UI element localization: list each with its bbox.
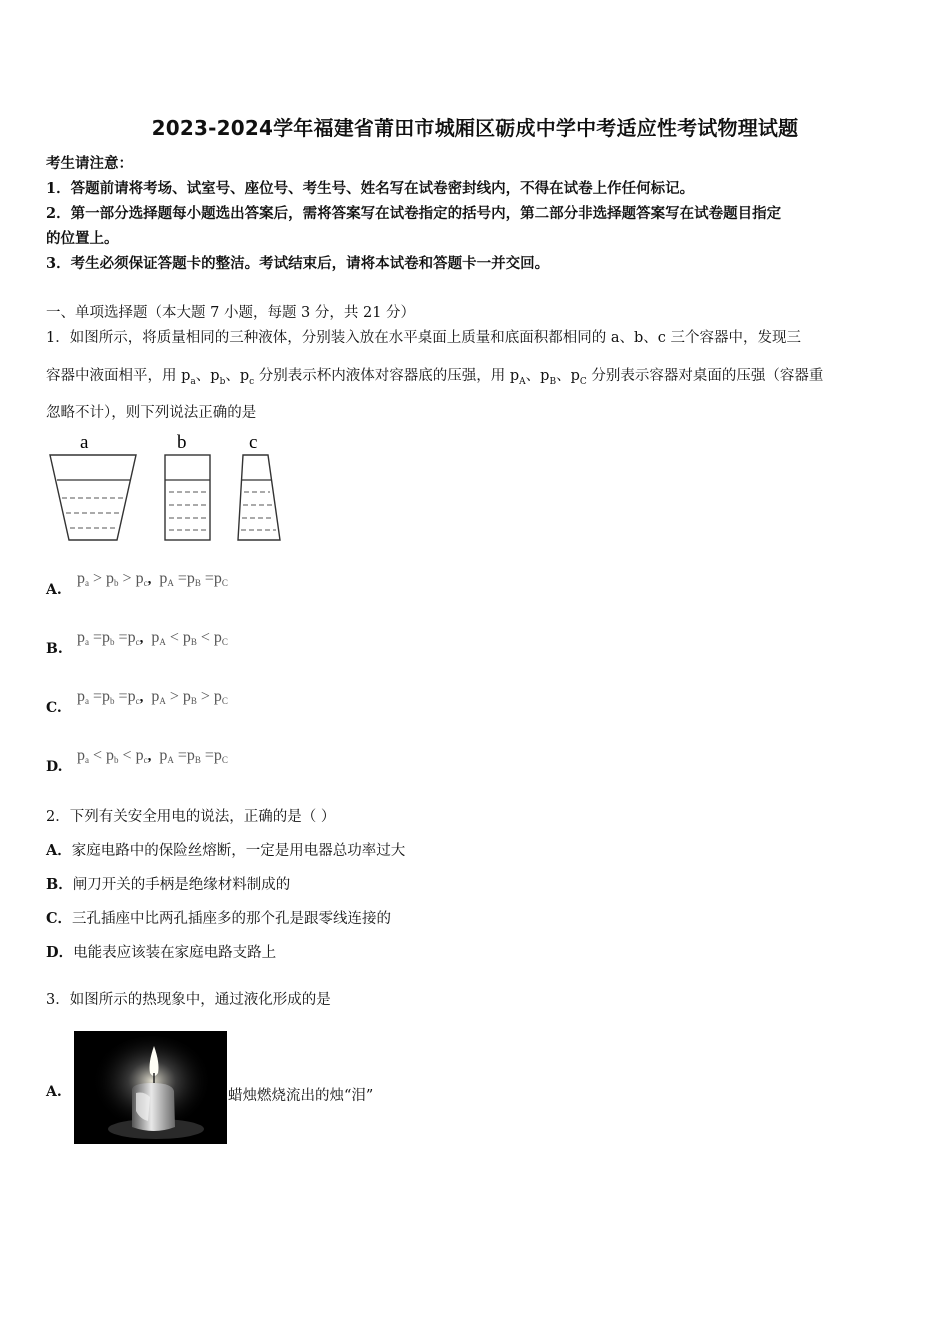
q1-option-a-letter[interactable]: A.: [46, 582, 62, 598]
q1-option-c-formula[interactable]: $p_a =p_b =p_c$, $p_A > p_B > p_C$: [77, 688, 228, 706]
question-3-stem: 3．如图所示的热现象中，通过液化形成的是: [46, 992, 331, 1008]
q3-option-a-letter[interactable]: A.: [46, 1084, 62, 1100]
question-2-stem: 2．下列有关安全用电的说法，正确的是（ ）: [46, 809, 336, 825]
section-heading: 一、单项选择题（本大题 7 小题，每题 3 分，共 21 分）: [46, 305, 416, 321]
candle-photo: [74, 1031, 227, 1144]
q2-option-d[interactable]: D．电能表应该装在家庭电路支路上: [46, 944, 277, 961]
q1-option-a-formula[interactable]: $p_a > p_b > p_c$, $p_A =p_B =p_C$: [77, 570, 228, 588]
notice-item: 1．答题前请将考场、试室号、座位号、考生号、姓名写在试卷密封线内，不得在试卷上作任何标记。: [46, 180, 695, 197]
q1-option-d-letter[interactable]: D.: [46, 759, 63, 775]
containers-figure: [46, 428, 286, 544]
q3-option-a-text[interactable]: 蜡烛燃烧流出的烛“泪”: [228, 1088, 374, 1104]
notice-heading: 考生请注意：: [46, 155, 133, 172]
q2-option-a[interactable]: A．家庭电路中的保险丝熔断，一定是用电器总功率过大: [46, 842, 406, 859]
q2-option-c[interactable]: C．三孔插座中比两孔插座多的那个孔是跟零线连接的: [46, 910, 392, 927]
page-title: 2023-2024学年福建省莆田市城厢区砺成中学中考适应性考试物理试题: [151, 116, 799, 140]
container-c: [238, 455, 280, 540]
q2-option-b[interactable]: B．闸刀开关的手柄是绝缘材料制成的: [46, 876, 291, 893]
question-1-line-1: 1．如图所示，将质量相同的三种液体，分别装入放在水平桌面上质量和底面积都相同的 a、b、c 三个容器中，发现三: [46, 330, 801, 346]
q1-option-c-letter[interactable]: C.: [46, 700, 62, 716]
container-c-label: c: [249, 432, 258, 453]
q1-option-d-formula[interactable]: $p_a < p_b < p_c$, $p_A =p_B =p_C$: [77, 747, 228, 765]
q1-option-b-formula[interactable]: $p_a =p_b =p_c$, $p_A < p_B < p_C$: [77, 629, 228, 647]
notice-item: 2．第一部分选择题每小题选出答案后，需将答案写在试卷指定的括号内，第二部分非选择题答案写在试卷题目指定: [46, 205, 782, 222]
container-b: [165, 455, 210, 540]
question-1-line-2: 容器中液面相平，用 $p_a$、$p_b$、$p_c$ 分别表示杯内液体对容器底的压强，用 $p_A$、$p_B$、$p_C$ 分别表示容器对桌面的压强（容器重: [46, 368, 824, 387]
container-a-label: a: [80, 432, 89, 453]
candle-image: [74, 1031, 227, 1144]
container-b-label: b: [177, 432, 187, 453]
q1-option-b-letter[interactable]: B.: [46, 641, 63, 657]
container-a: [50, 455, 136, 540]
notice-item: 的位置上。: [46, 230, 119, 247]
question-1-line-3: 忽略不计），则下列说法正确的是: [46, 405, 257, 421]
notice-item: 3．考生必须保证答题卡的整洁。考试结束后，请将本试卷和答题卡一并交回。: [46, 255, 550, 272]
